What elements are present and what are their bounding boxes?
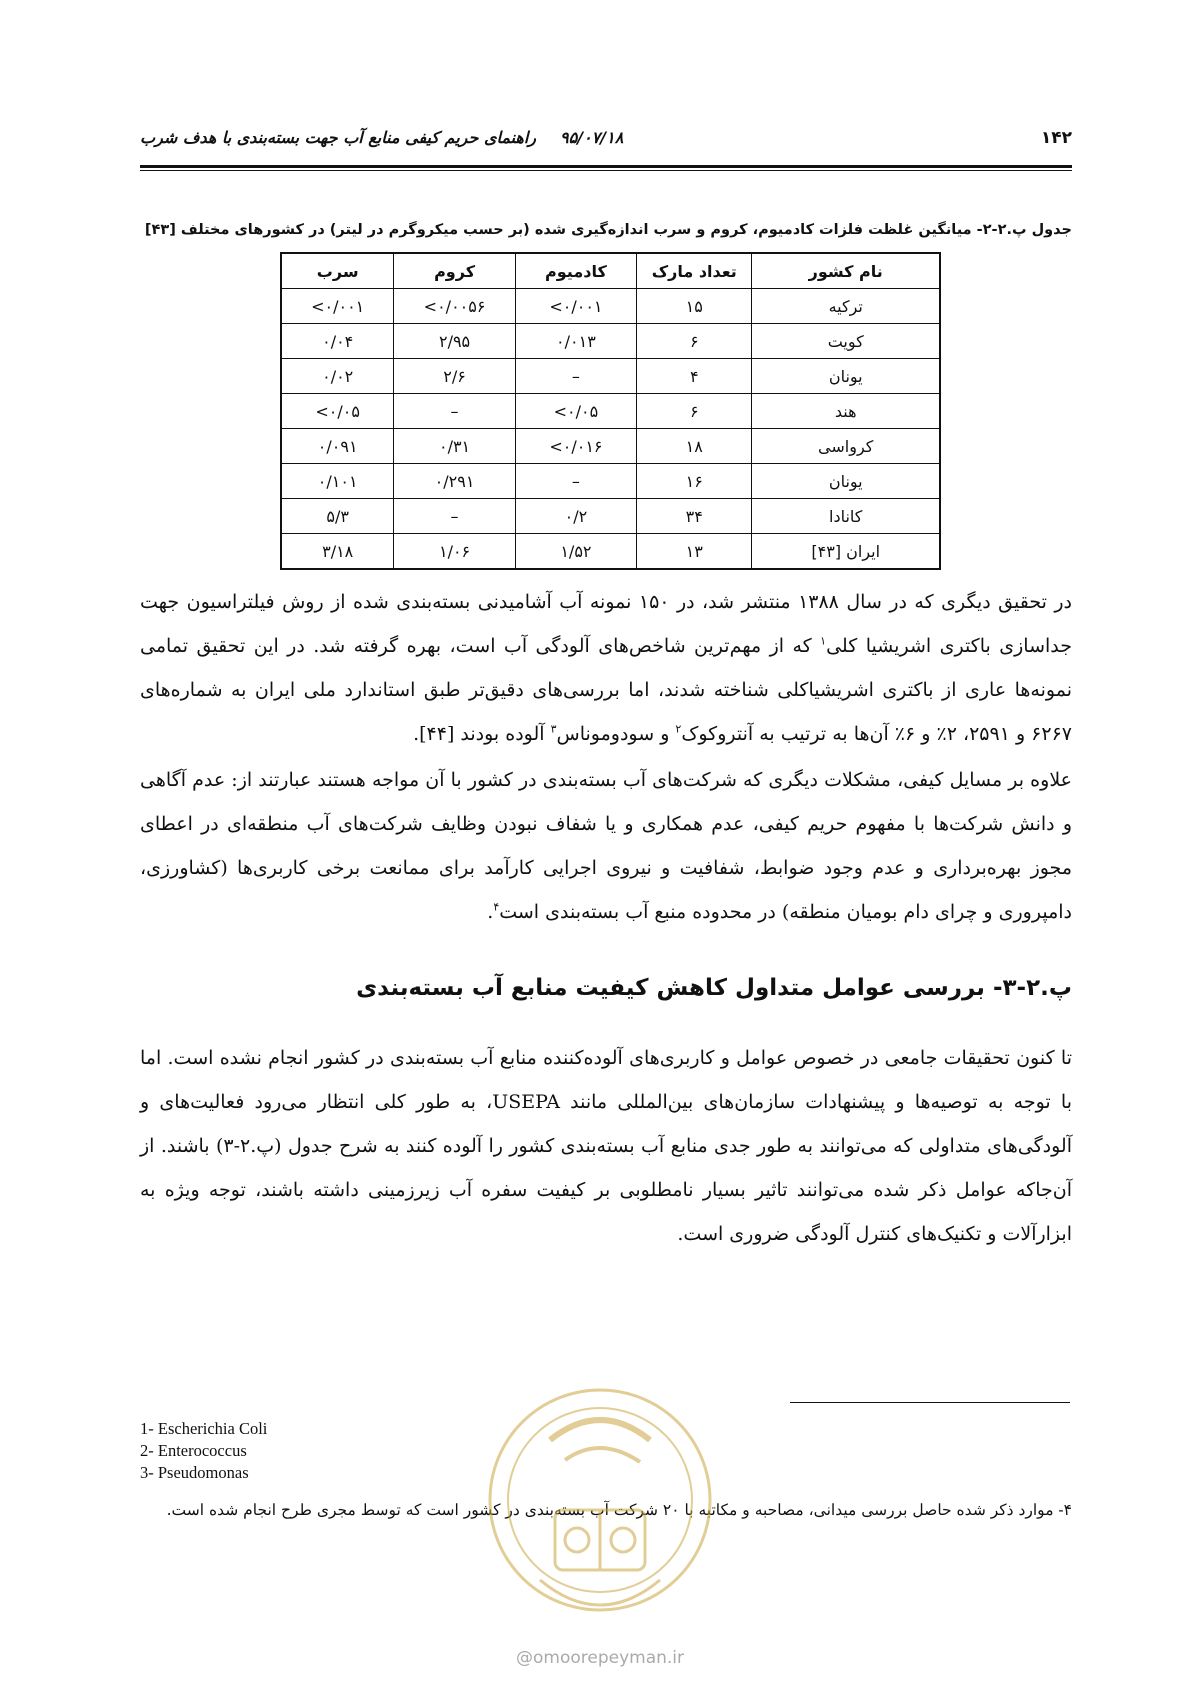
cell-cadmium: ۱/۵۲ [515,534,636,570]
cell-country: کرواسی [752,429,940,464]
cell-country: هند [752,394,940,429]
header-lead: سرب [281,253,394,289]
cell-marks: ۱۸ [637,429,752,464]
p1-text-b: که از مهم‌ترین شاخص‌های آلودگی آب است، بهره گرفته شد. در این تحقیق تمامی نمونه‌ها عاری از باکتری اشریشیاکلی شناخته شدند، اما بررسی‌های دقیق‌تر طبق استاندارد ملی ایران به شماره‌های ۶۲۶۷ و ۲۵۹۱، ۲٪ و ۶٪ آن‌ها به ترتیب به آنتروکوک [140,635,1072,745]
p1-text-d: آلوده بودند [۴۴]. [413,723,551,745]
cell-chromium: ۰/۳۱ [394,429,515,464]
cell-country: ترکیه [752,289,940,324]
cell-cadmium: <۰/۰۰۱ [515,289,636,324]
cell-marks: ۴ [637,359,752,394]
watermark-url: @omoorepeyman.ir [515,1648,685,1668]
table-caption: جدول پ.۲-۲- میانگین غلظت فلزات کادمیوم، کروم و سرب اندازه‌گیری شده (بر حسب میکروگرم در لیتر) در کشورهای مختلف [۴۳] [144,222,1072,238]
footnote-4: ۴- موارد ذکر شده حاصل بررسی میدانی، مصاحبه و مکاتبه با ۲۰ شرکت آب بسته‌بندی در کشور است که توسط مجری طرح انجام شده است. [166,1501,1072,1519]
footnote-2: 2- Enterococcus [140,1441,247,1460]
footnotes-english [140,1418,267,1484]
cell-chromium: – [394,394,515,429]
cell-country: کویت [752,324,940,359]
cell-marks: ۶ [637,394,752,429]
table-row [281,324,940,359]
p2-end: . [487,901,494,923]
p2-text: علاوه بر مسایل کیفی، مشکلات دیگری که شرکت‌های آب بسته‌بندی در کشور با آن مواجه هستند عبارتند از: عدم آگاهی و دانش شرکت‌ها با مفهوم حریم کیفی، عدم همکاری و یا شفاف نبودن وظایف شرکت‌های آب منطقه‌ای در اعطای مجوز بهره‌برداری و عدم وجود ضوابط، شفافیت و نیروی اجرایی کارآمد برای ممانعت برخی کاربری‌ها (کشاورزی، دامپروری و چرای دام بومیان منطقه) در محدوده منبع آب بسته‌بندی است [140,769,1072,923]
table-row [281,499,940,534]
cell-cadmium: <۰/۰۵ [515,394,636,429]
running-title [140,128,623,147]
cell-chromium: ۲/۶ [394,359,515,394]
header-rule-thin [140,170,1072,171]
cell-lead: ۰/۰۴ [281,324,394,359]
table-row [281,394,940,429]
header-chromium: کروم [394,253,515,289]
table-row [281,534,940,570]
page-number: ۱۴۲ [1040,128,1072,148]
cell-lead: ۰/۰۲ [281,359,394,394]
cell-chromium: ۱/۰۶ [394,534,515,570]
footnote-rule [790,1402,1070,1403]
cell-chromium: ۰/۲۹۱ [394,464,515,499]
header-rule-thick [140,165,1072,168]
header-cadmium: کادمیوم [515,253,636,289]
footnote-ref-1[interactable]: ۱ [820,634,827,648]
footnote-3: 3- Pseudomonas [140,1463,249,1482]
cell-lead: <۰/۰۰۱ [281,289,394,324]
paragraph-filtration-study [140,580,1072,756]
cell-marks: ۱۵ [637,289,752,324]
cell-lead: ۰/۰۹۱ [281,429,394,464]
cell-marks: ۱۳ [637,534,752,570]
table-row [281,289,940,324]
watermark-seal-icon [480,1380,720,1640]
cell-lead: ۵/۳ [281,499,394,534]
cell-chromium: <۰/۰۰۵۶ [394,289,515,324]
cell-cadmium: <۰/۰۱۶ [515,429,636,464]
cell-lead: ۰/۱۰۱ [281,464,394,499]
cell-cadmium: – [515,464,636,499]
footnote-ref-3[interactable]: ۳ [550,722,557,736]
header-title: راهنمای حریم کیفی منابع آب جهت بسته‌بندی با هدف شرب [140,128,537,147]
paragraph-pollution-factors: تا کنون تحقیقات جامعی در خصوص عوامل و کاربری‌های آلوده‌کننده منابع آب بسته‌بندی در کشور انجام نشده است. اما با توجه به توصیه‌ها و پیشنهادات سازمان‌های بین‌المللی مانند USEPA، به طور کلی انتظار می‌رود فعالیت‌های و آلودگی‌های متداولی که می‌توانند به طور جدی منابع آب بسته‌بندی کشور را آلوده کنند به شرح جدول (پ.۲-۳) باشند. از آن‌جاکه عوامل ذکر شده می‌توانند تاثیر بسیار نامطلوبی بر کیفیت سفره آب زیرزمینی داشته باشند، توجه ویژه به ابزارآلات و تکنیک‌های کنترل آلودگی ضروری است. [140,1047,1072,1245]
cell-lead: ۳/۱۸ [281,534,394,570]
cell-country: یونان [752,359,940,394]
cell-cadmium: ۰/۰۱۳ [515,324,636,359]
header-date: ۹۵/۰۷/۱۸ [560,128,624,147]
p1-text-a: در تحقیق دیگری که در سال ۱۳۸۸ منتشر شد، در ۱۵۰ نمونه آب آشامیدنی بسته‌بندی شده از روش فیلتراسیون جهت جداسازی باکتری اشریشیا کلی [140,591,1072,657]
cell-chromium: – [394,499,515,534]
table-header-row [281,253,940,289]
watermark-url-text: omoorepeyman.ir [532,1648,685,1668]
cell-country: کانادا [752,499,940,534]
footnote-1: 1- Escherichia Coli [140,1419,268,1438]
footnote-ref-2[interactable]: ۲ [675,722,682,736]
paragraph-company-problems [140,758,1072,934]
metals-table [280,252,941,570]
cell-country: یونان [752,464,940,499]
page-header [140,128,1072,156]
table-row [281,359,940,394]
cell-marks: ۳۴ [637,499,752,534]
table-row [281,429,940,464]
cell-chromium: ۲/۹۵ [394,324,515,359]
section-heading: پ.۲-۳- بررسی عوامل متداول کاهش کیفیت منابع آب بسته‌بندی [356,975,1072,1001]
cell-country: ایران [۴۳] [752,534,940,570]
table-row [281,464,940,499]
cell-cadmium: – [515,359,636,394]
cell-cadmium: ۰/۲ [515,499,636,534]
header-country: نام کشور [752,253,940,289]
cell-marks: ۶ [637,324,752,359]
header-marks: تعداد مارک [637,253,752,289]
cell-marks: ۱۶ [637,464,752,499]
p1-text-c: و سودوموناس [556,723,676,745]
cell-lead: <۰/۰۵ [281,394,394,429]
footnote-ref-4[interactable]: ۴ [493,900,500,914]
